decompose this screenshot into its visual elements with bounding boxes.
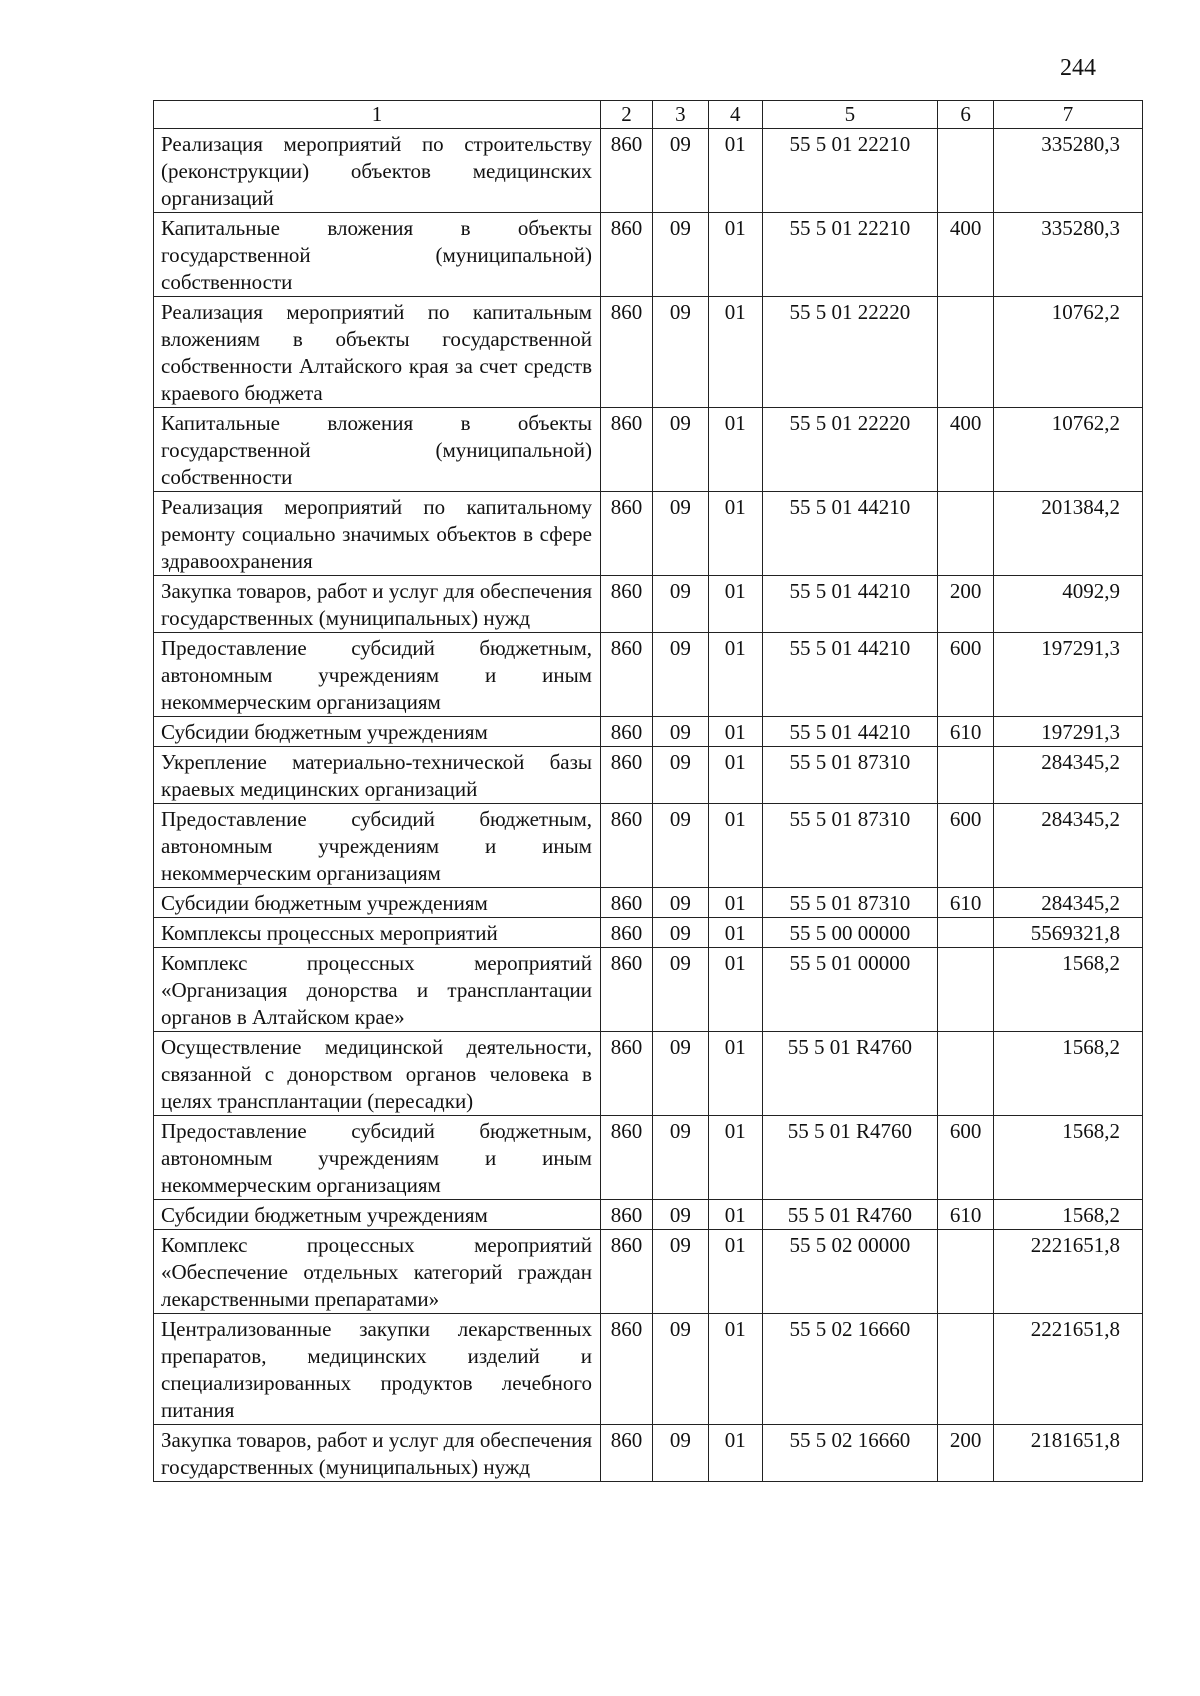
row-code-2: 860	[600, 717, 652, 747]
row-amount: 1568,2	[994, 1032, 1143, 1116]
row-code-3: 09	[652, 1230, 708, 1314]
table-row	[154, 717, 1143, 747]
row-code-5: 55 5 01 44210	[762, 717, 938, 747]
table-row	[154, 1425, 1143, 1482]
row-code-5: 55 5 02 16660	[762, 1314, 938, 1425]
row-code-6	[938, 129, 994, 213]
row-amount: 5569321,8	[994, 918, 1143, 948]
row-code-2: 860	[600, 213, 652, 297]
row-code-2: 860	[600, 492, 652, 576]
header-col-4: 4	[708, 101, 762, 129]
row-code-5: 55 5 00 00000	[762, 918, 938, 948]
row-code-6: 600	[938, 804, 994, 888]
row-name: Комплексы процессных мероприятий	[154, 918, 601, 948]
row-code-5: 55 5 01 00000	[762, 948, 938, 1032]
row-code-2: 860	[600, 1200, 652, 1230]
row-code-4: 01	[708, 129, 762, 213]
row-code-2: 860	[600, 297, 652, 408]
row-code-6	[938, 918, 994, 948]
row-amount: 284345,2	[994, 804, 1143, 888]
row-code-5: 55 5 02 00000	[762, 1230, 938, 1314]
table-row	[154, 1230, 1143, 1314]
row-code-6	[938, 747, 994, 804]
table-row	[154, 576, 1143, 633]
row-name: Осуществление медицинской деятельности, связанной с донорством органов человека в целях трансплантации (пересадки)	[154, 1032, 601, 1116]
table-row	[154, 1032, 1143, 1116]
row-code-4: 01	[708, 918, 762, 948]
row-code-5: 55 5 01 44210	[762, 492, 938, 576]
table-row	[154, 804, 1143, 888]
row-code-3: 09	[652, 948, 708, 1032]
table-row	[154, 948, 1143, 1032]
row-code-5: 55 5 01 22210	[762, 129, 938, 213]
row-code-4: 01	[708, 213, 762, 297]
row-amount: 335280,3	[994, 129, 1143, 213]
row-amount: 10762,2	[994, 408, 1143, 492]
row-code-6: 200	[938, 576, 994, 633]
row-name: Комплекс процессных мероприятий «Обеспечение отдельных категорий граждан лекарственными препаратами»	[154, 1230, 601, 1314]
header-col-1: 1	[154, 101, 601, 129]
row-name: Централизованные закупки лекарственных препаратов, медицинских изделий и специализированных продуктов лечебного питания	[154, 1314, 601, 1425]
row-code-2: 860	[600, 888, 652, 918]
row-code-4: 01	[708, 1200, 762, 1230]
row-code-4: 01	[708, 1425, 762, 1482]
row-amount: 4092,9	[994, 576, 1143, 633]
row-code-2: 860	[600, 576, 652, 633]
row-code-6	[938, 1032, 994, 1116]
row-code-5: 55 5 01 87310	[762, 804, 938, 888]
row-name: Субсидии бюджетным учреждениям	[154, 1200, 601, 1230]
row-name: Реализация мероприятий по капитальному ремонту социально значимых объектов в сфере здравоохранения	[154, 492, 601, 576]
row-code-4: 01	[708, 633, 762, 717]
row-code-5: 55 5 01 87310	[762, 747, 938, 804]
row-name: Субсидии бюджетным учреждениям	[154, 888, 601, 918]
header-col-5: 5	[762, 101, 938, 129]
row-code-6	[938, 948, 994, 1032]
row-code-3: 09	[652, 918, 708, 948]
row-code-4: 01	[708, 1032, 762, 1116]
table-row	[154, 888, 1143, 918]
row-code-3: 09	[652, 1314, 708, 1425]
row-name: Укрепление материально-технической базы краевых медицинских организаций	[154, 747, 601, 804]
table-row	[154, 1200, 1143, 1230]
row-code-3: 09	[652, 1032, 708, 1116]
row-code-2: 860	[600, 1314, 652, 1425]
budget-table	[153, 100, 1143, 1482]
row-name: Капитальные вложения в объекты государственной (муниципальной) собственности	[154, 213, 601, 297]
row-code-6: 400	[938, 213, 994, 297]
row-amount: 201384,2	[994, 492, 1143, 576]
row-code-5: 55 5 01 R4760	[762, 1032, 938, 1116]
table-row	[154, 918, 1143, 948]
row-code-3: 09	[652, 633, 708, 717]
row-name: Реализация мероприятий по строительству (реконструкции) объектов медицинских организаций	[154, 129, 601, 213]
row-amount: 1568,2	[994, 1116, 1143, 1200]
table-row	[154, 213, 1143, 297]
row-code-2: 860	[600, 948, 652, 1032]
table-row	[154, 297, 1143, 408]
row-code-6: 200	[938, 1425, 994, 1482]
row-code-3: 09	[652, 408, 708, 492]
row-name: Субсидии бюджетным учреждениям	[154, 717, 601, 747]
row-amount: 1568,2	[994, 1200, 1143, 1230]
row-amount: 2221651,8	[994, 1314, 1143, 1425]
row-code-2: 860	[600, 129, 652, 213]
row-code-3: 09	[652, 492, 708, 576]
row-code-4: 01	[708, 408, 762, 492]
row-code-6: 600	[938, 633, 994, 717]
row-code-2: 860	[600, 408, 652, 492]
row-code-5: 55 5 02 16660	[762, 1425, 938, 1482]
row-code-2: 860	[600, 1116, 652, 1200]
row-code-5: 55 5 01 44210	[762, 576, 938, 633]
row-code-6: 600	[938, 1116, 994, 1200]
row-amount: 2221651,8	[994, 1230, 1143, 1314]
row-amount: 1568,2	[994, 948, 1143, 1032]
row-code-3: 09	[652, 717, 708, 747]
row-amount: 284345,2	[994, 747, 1143, 804]
row-code-3: 09	[652, 213, 708, 297]
row-amount: 335280,3	[994, 213, 1143, 297]
row-code-5: 55 5 01 22220	[762, 297, 938, 408]
row-code-4: 01	[708, 717, 762, 747]
row-code-2: 860	[600, 804, 652, 888]
row-name: Закупка товаров, работ и услуг для обеспечения государственных (муниципальных) нужд	[154, 1425, 601, 1482]
row-code-3: 09	[652, 1200, 708, 1230]
row-code-3: 09	[652, 747, 708, 804]
row-code-3: 09	[652, 576, 708, 633]
row-code-2: 860	[600, 747, 652, 804]
row-code-3: 09	[652, 129, 708, 213]
row-code-5: 55 5 01 22210	[762, 213, 938, 297]
row-code-3: 09	[652, 804, 708, 888]
table-row	[154, 747, 1143, 804]
table-body	[154, 129, 1143, 1482]
row-code-6	[938, 297, 994, 408]
header-col-2: 2	[600, 101, 652, 129]
table-row	[154, 1116, 1143, 1200]
row-code-4: 01	[708, 1230, 762, 1314]
table-row	[154, 492, 1143, 576]
row-code-6: 400	[938, 408, 994, 492]
row-code-4: 01	[708, 492, 762, 576]
row-code-2: 860	[600, 1425, 652, 1482]
table-row	[154, 129, 1143, 213]
row-amount: 10762,2	[994, 297, 1143, 408]
row-code-6: 610	[938, 888, 994, 918]
page-number: 244	[1060, 55, 1096, 81]
row-code-5: 55 5 01 87310	[762, 888, 938, 918]
row-code-5: 55 5 01 R4760	[762, 1200, 938, 1230]
row-name: Комплекс процессных мероприятий «Организация донорства и трансплантации органов в Алтайском крае»	[154, 948, 601, 1032]
header-col-3: 3	[652, 101, 708, 129]
row-code-3: 09	[652, 1116, 708, 1200]
row-code-4: 01	[708, 804, 762, 888]
row-code-6: 610	[938, 1200, 994, 1230]
table-header	[154, 101, 1143, 129]
table-row	[154, 1314, 1143, 1425]
row-name: Реализация мероприятий по капитальным вложениям в объекты государственной собственности Алтайского края за счет средств краевого бюджета	[154, 297, 601, 408]
row-code-4: 01	[708, 948, 762, 1032]
row-name: Предоставление субсидий бюджетным, автономным учреждениям и иным некоммерческим организациям	[154, 804, 601, 888]
header-row	[154, 101, 1143, 129]
header-col-7: 7	[994, 101, 1143, 129]
row-code-4: 01	[708, 576, 762, 633]
row-code-6: 610	[938, 717, 994, 747]
row-code-4: 01	[708, 747, 762, 804]
row-amount: 284345,2	[994, 888, 1143, 918]
row-code-3: 09	[652, 1425, 708, 1482]
row-code-5: 55 5 01 44210	[762, 633, 938, 717]
row-code-2: 860	[600, 918, 652, 948]
row-amount: 197291,3	[994, 717, 1143, 747]
row-code-2: 860	[600, 1230, 652, 1314]
row-name: Капитальные вложения в объекты государственной (муниципальной) собственности	[154, 408, 601, 492]
row-amount: 2181651,8	[994, 1425, 1143, 1482]
row-code-3: 09	[652, 297, 708, 408]
row-code-4: 01	[708, 888, 762, 918]
row-amount: 197291,3	[994, 633, 1143, 717]
row-code-4: 01	[708, 1314, 762, 1425]
table-row	[154, 633, 1143, 717]
row-code-4: 01	[708, 297, 762, 408]
row-name: Предоставление субсидий бюджетным, автономным учреждениям и иным некоммерческим организациям	[154, 1116, 601, 1200]
row-code-6	[938, 1230, 994, 1314]
row-code-6	[938, 1314, 994, 1425]
table-row	[154, 408, 1143, 492]
row-code-5: 55 5 01 R4760	[762, 1116, 938, 1200]
row-name: Закупка товаров, работ и услуг для обеспечения государственных (муниципальных) нужд	[154, 576, 601, 633]
row-code-2: 860	[600, 633, 652, 717]
row-code-5: 55 5 01 22220	[762, 408, 938, 492]
row-name: Предоставление субсидий бюджетным, автономным учреждениям и иным некоммерческим организациям	[154, 633, 601, 717]
row-code-2: 860	[600, 1032, 652, 1116]
row-code-3: 09	[652, 888, 708, 918]
row-code-6	[938, 492, 994, 576]
header-col-6: 6	[938, 101, 994, 129]
row-code-4: 01	[708, 1116, 762, 1200]
